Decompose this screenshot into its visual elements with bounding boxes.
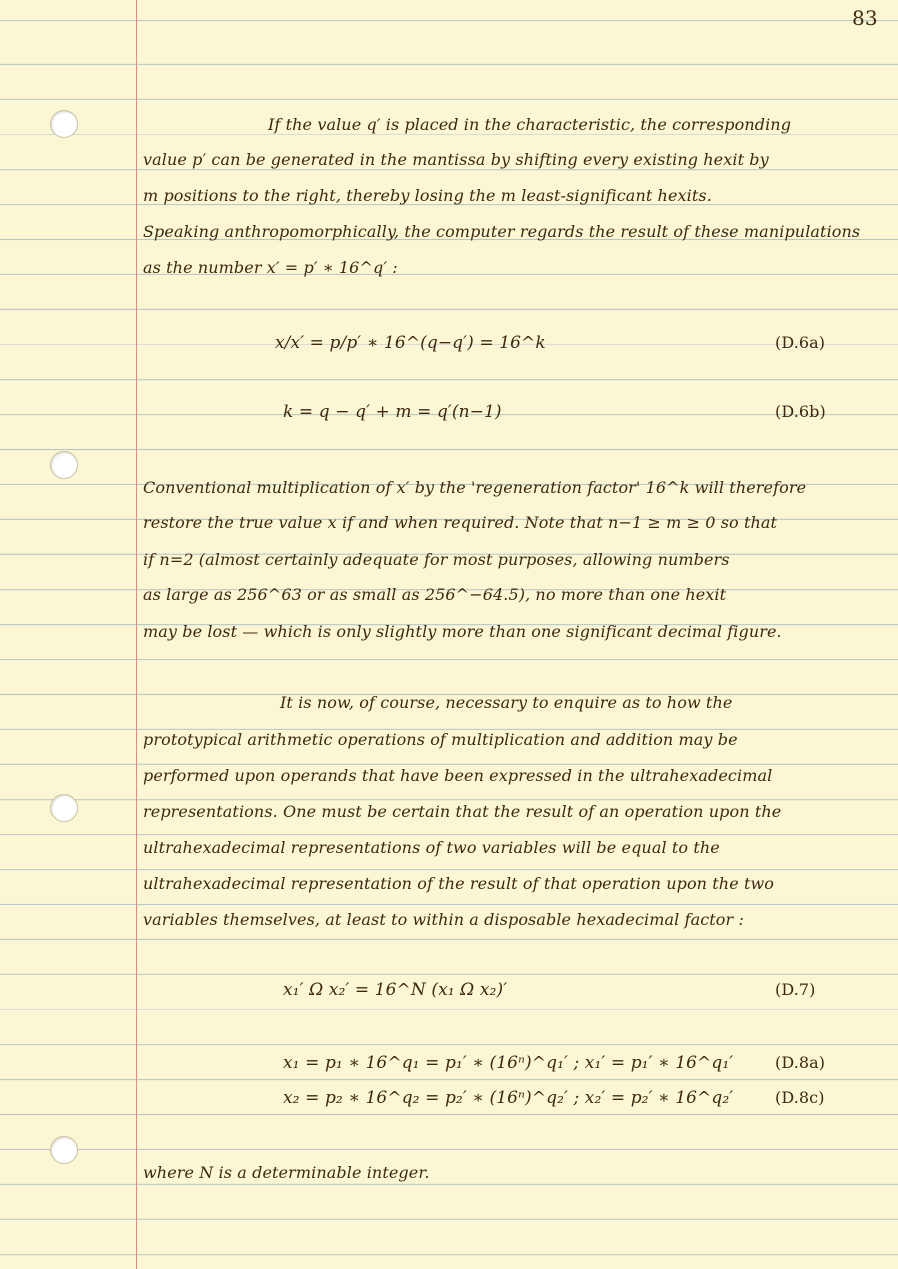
punch-hole [50, 1136, 78, 1164]
margin-line [136, 0, 137, 1269]
paragraph-2-line: if n=2 (almost certainly adequate for most purposes, allowing numbers [143, 550, 730, 569]
equation-d7: x₁′ Ω x₂′ = 16^N (x₁ Ω x₂)′ [283, 980, 508, 1000]
paragraph-1-line: If the value q′ is placed in the characteristic, the corresponding [268, 115, 792, 134]
equation-label-d6a: (D.6a) [775, 333, 826, 352]
paragraph-1-line: value p′ can be generated in the mantissa by shifting every existing hexit by [143, 150, 769, 169]
closing-line: where N is a determinable integer. [143, 1163, 430, 1182]
equation-d8c: x₂ = p₂ ∗ 16^q₂ = p₂′ ∗ (16ⁿ)^q₂′ ; x₂′ = p₂′ ∗ 16^q₂′ [283, 1088, 734, 1108]
equation-label-d6b: (D.6b) [775, 402, 826, 421]
punch-hole [50, 451, 78, 479]
paragraph-3-line: ultrahexadecimal representation of the result of that operation upon the two [143, 874, 775, 893]
paragraph-3-line: ultrahexadecimal representations of two variables will be equal to the [143, 838, 720, 857]
punch-hole [50, 794, 78, 822]
paragraph-2-line: as large as 256^63 or as small as 256^−64.5), no more than one hexit [143, 585, 727, 604]
paragraph-2-line: Conventional multiplication of x′ by the 'regeneration factor' 16^k will therefore [143, 478, 807, 497]
punch-hole [50, 110, 78, 138]
paragraph-1-line: m positions to the right, thereby losing the m least-significant hexits. [143, 186, 712, 205]
paragraph-3-line: performed upon operands that have been expressed in the ultrahexadecimal [143, 766, 773, 785]
equation-label-d7: (D.7) [775, 980, 816, 999]
paragraph-3-line: It is now, of course, necessary to enquire as to how the [280, 693, 733, 712]
paragraph-1-line: as the number x′ = p′ ∗ 16^q′ : [143, 258, 398, 277]
equation-label-d8c: (D.8c) [775, 1088, 825, 1107]
paragraph-1-line: Speaking anthropomorphically, the computer regards the result of these manipulations [143, 222, 861, 241]
paragraph-3-line: variables themselves, at least to within a disposable hexadecimal factor : [143, 910, 744, 929]
paragraph-3-line: prototypical arithmetic operations of multiplication and addition may be [143, 730, 738, 749]
paragraph-2-line: may be lost — which is only slightly more than one significant decimal figure. [143, 622, 782, 641]
paragraph-2-line: restore the true value x if and when required. Note that n−1 ≥ m ≥ 0 so that [143, 513, 778, 532]
equation-d6b: k = q − q′ + m = q′(n−1) [283, 402, 502, 422]
page-number: 83 [852, 6, 878, 30]
equation-d8a: x₁ = p₁ ∗ 16^q₁ = p₁′ ∗ (16ⁿ)^q₁′ ; x₁′ = p₁′ ∗ 16^q₁′ [283, 1053, 734, 1073]
equation-d6a: x/x′ = p/p′ ∗ 16^(q−q′) = 16^k [275, 333, 546, 353]
paragraph-3-line: representations. One must be certain that the result of an operation upon the [143, 802, 782, 821]
equation-label-d8a: (D.8a) [775, 1053, 826, 1072]
